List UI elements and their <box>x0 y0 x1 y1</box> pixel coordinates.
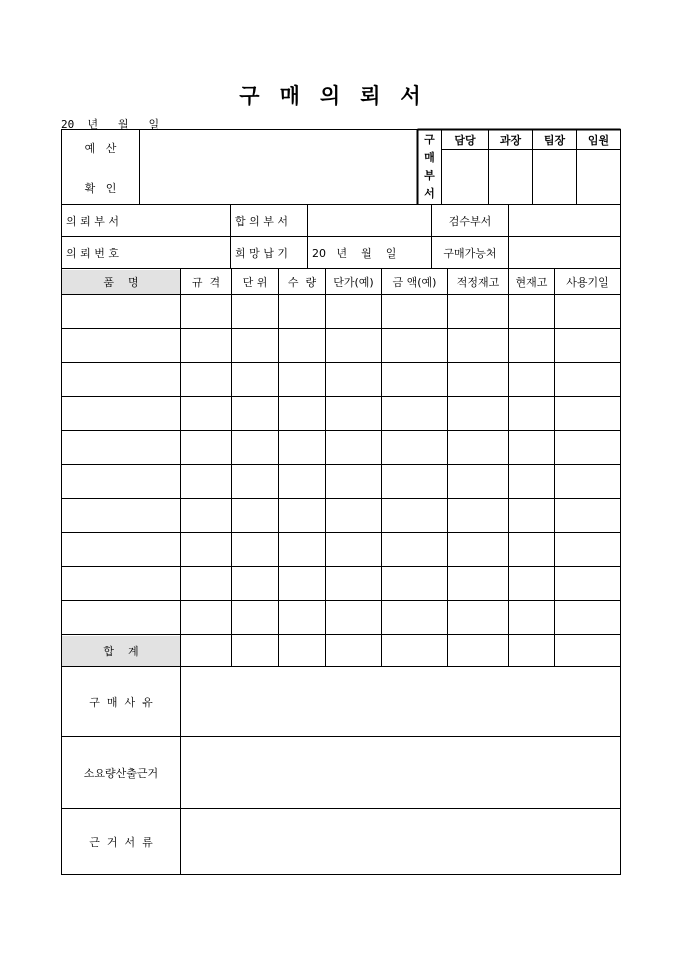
column-current-stock: 현재고 <box>515 275 548 289</box>
dept-vertical-char: 부 <box>424 169 435 182</box>
column-spec: 규 격 <box>191 275 221 289</box>
column-unit-price: 단가(예) <box>333 275 374 289</box>
supporting-documents-field[interactable] <box>181 809 620 874</box>
signature-box-team-lead[interactable] <box>533 150 576 204</box>
dept-vertical-char: 매 <box>424 151 435 164</box>
purchase-reason-label: 구 매 사 유 <box>89 695 153 709</box>
quantity-basis-label: 소요량산출근거 <box>83 766 159 780</box>
inspect-dept-label: 검수부서 <box>448 214 492 228</box>
signature-box-manager[interactable] <box>489 150 532 204</box>
form-title: 구매의뢰서 <box>239 83 441 108</box>
column-use-date: 사용기일 <box>566 275 609 289</box>
column-amount: 금 액(예) <box>392 275 437 289</box>
budget-field[interactable] <box>140 130 417 204</box>
confirm-label: 확 인 <box>84 182 117 195</box>
signature-box-executive[interactable] <box>577 150 620 204</box>
request-dept-label: 의 뢰 부 서 <box>66 214 119 228</box>
signature-box-staff[interactable] <box>442 150 488 204</box>
request-no-label: 의 뢰 번 호 <box>66 246 119 260</box>
approval-team-lead: 팀장 <box>543 133 566 147</box>
dept-vertical-char: 구 <box>424 133 435 146</box>
consult-dept-label: 합 의 부 서 <box>235 214 288 228</box>
column-optimal-stock: 적정재고 <box>456 275 500 289</box>
quantity-basis-field[interactable] <box>181 737 620 808</box>
delivery-date-label: 희 망 납 기 <box>235 246 288 260</box>
dept-vertical-char: 서 <box>424 187 435 200</box>
approval-staff: 담당 <box>454 133 476 147</box>
column-item-name: 품 명 <box>103 275 139 289</box>
purchase-reason-field[interactable] <box>181 667 620 736</box>
approval-manager: 과장 <box>499 133 522 147</box>
supplier-label: 구매가능처 <box>443 246 497 260</box>
total-label: 합 계 <box>103 644 139 658</box>
approval-executive: 임원 <box>587 133 610 147</box>
date-line: 20 년 월 일 <box>61 118 160 131</box>
delivery-date-value[interactable]: 20 년 월 일 <box>312 246 397 260</box>
column-quantity: 수 량 <box>287 275 317 289</box>
supporting-documents-label: 근 거 서 류 <box>89 835 153 849</box>
budget-label: 예 산 <box>84 142 117 155</box>
column-unit: 단 위 <box>242 275 268 289</box>
